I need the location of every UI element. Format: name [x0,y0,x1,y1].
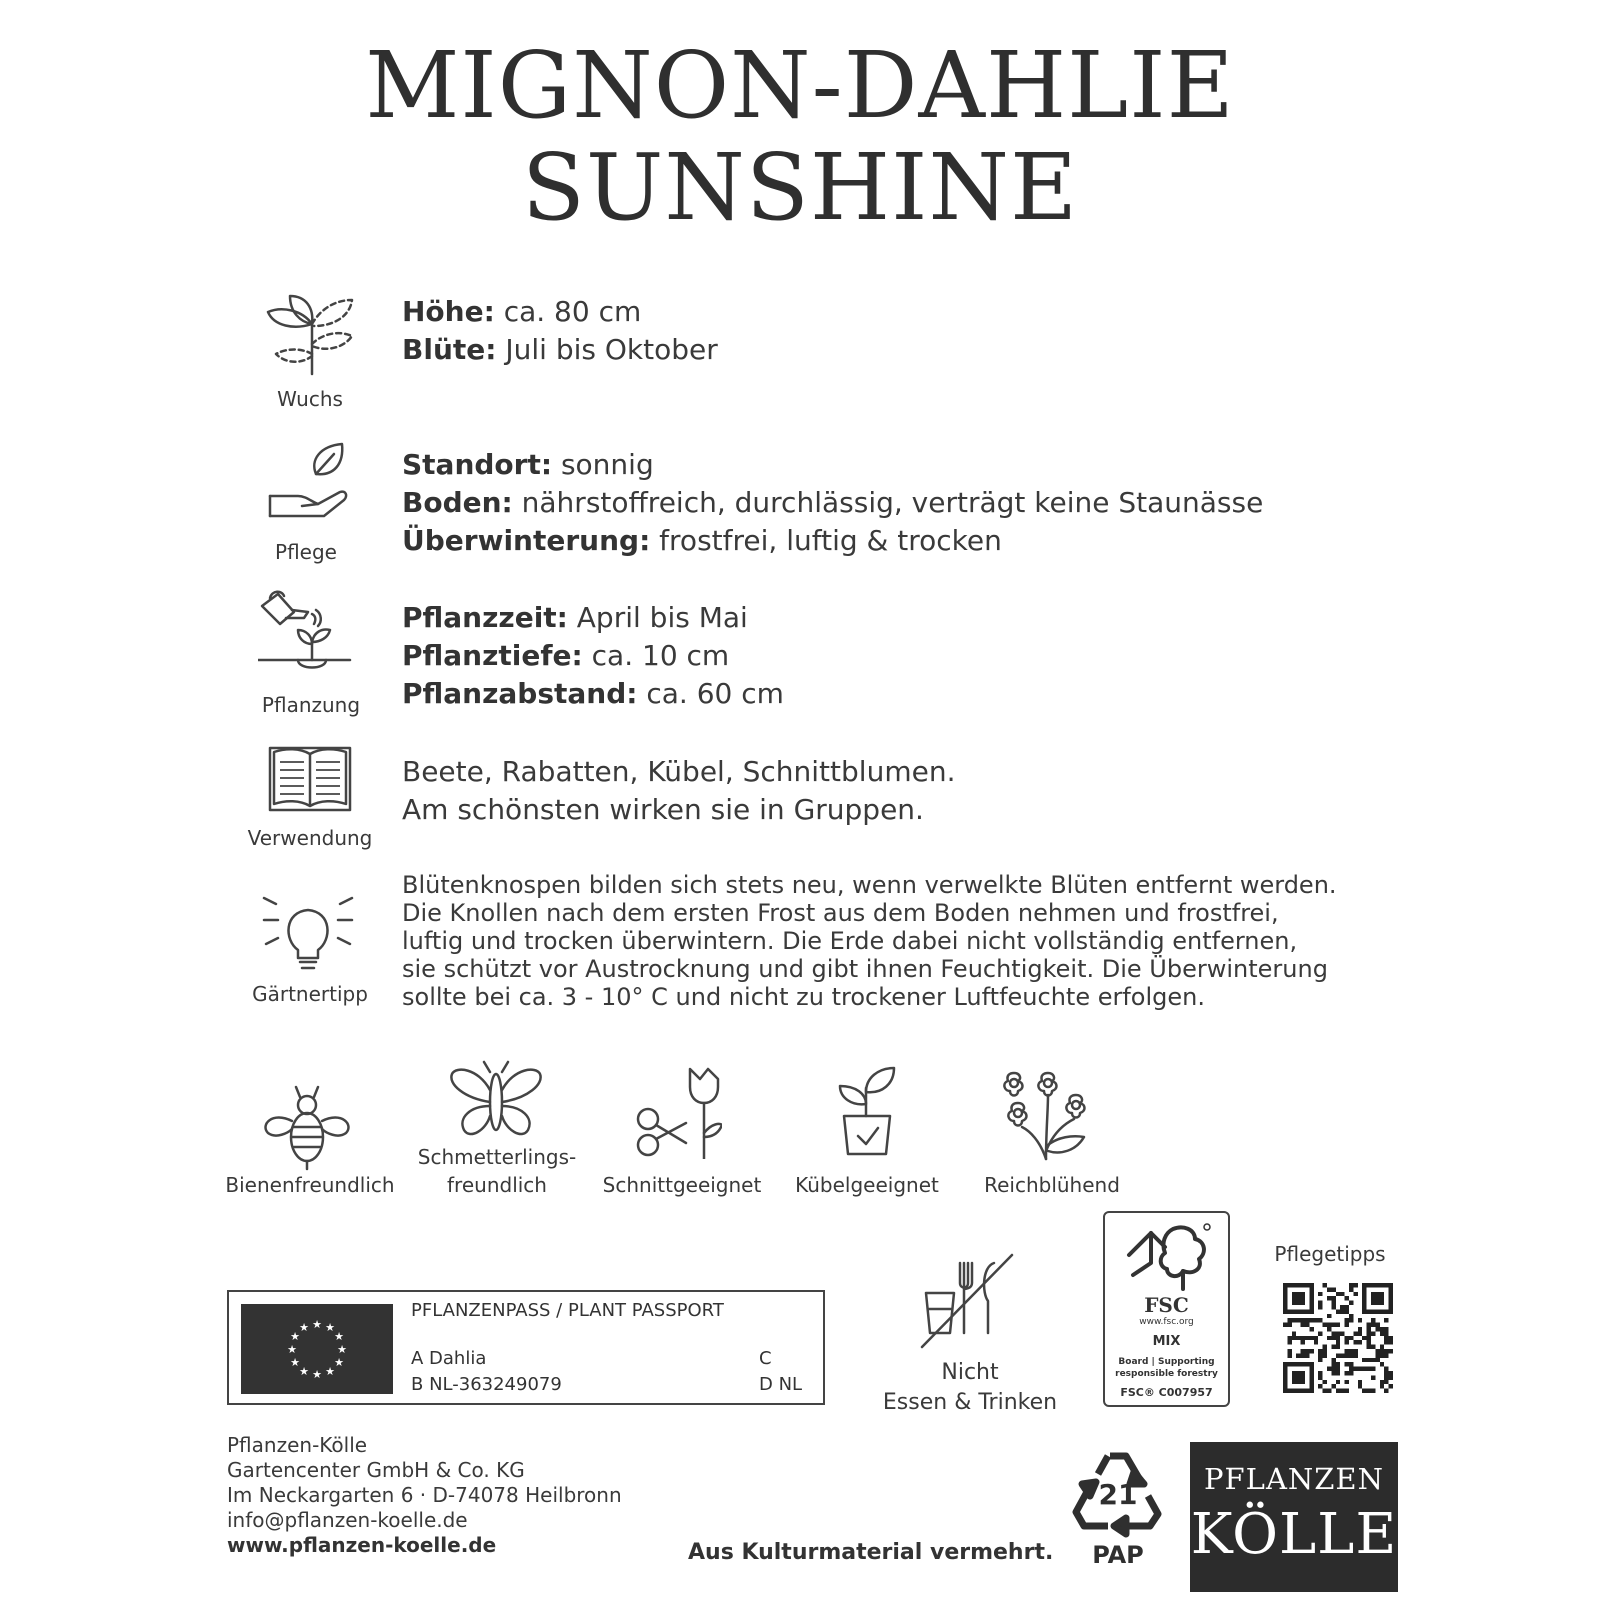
pflanzung-value-3: ca. 60 cm [637,677,784,710]
fsc-desc-2: responsible forestry [1115,1369,1218,1379]
pflanzung-value-2: ca. 10 cm [582,639,730,672]
svg-text:★: ★ [290,1330,300,1343]
light-bulb-icon [262,890,358,986]
pflege-value-3: frostfrei, luftig & trocken [650,524,1002,557]
recycling-number: 21 [1098,1478,1138,1511]
plant-growth-icon [262,282,358,378]
label-verwendung: Verwendung [247,826,373,850]
logo-line-1: PFLANZEN [1204,1462,1384,1496]
recycling-code: PAP [1092,1541,1144,1569]
svg-text:★: ★ [334,1330,344,1343]
watering-can-icon [258,588,354,684]
wuchs-value-2: Juli bis Oktober [496,333,718,366]
label-wuchs: Wuchs [277,387,343,411]
title-line-2: SUNSHINE [521,134,1079,241]
kulturmaterial-note: Aus Kulturmaterial vermehrt. [688,1540,1054,1565]
feature-label-kuebel: Kübelgeeignet [795,1173,939,1197]
title-line-1: MIGNON-DAHLIE [365,32,1235,139]
svg-text:★: ★ [337,1343,347,1356]
open-book-icon [268,742,352,814]
feature-label-schnitt: Schnittgeeignet [602,1173,762,1197]
fsc-url: www.fsc.org [1139,1317,1194,1327]
feature-label-schmetterling: Schmetterlings- freundlich [417,1145,577,1197]
fsc-mix: MIX [1152,1334,1181,1349]
svg-text:★: ★ [290,1356,300,1369]
svg-text:★: ★ [299,1365,309,1378]
pflege-key-1: Standort: [402,448,553,481]
fsc-description [1105,1356,1228,1380]
warning-line-2: Essen & Trinken [882,1390,1058,1415]
address-line-3: Im Neckargarten 6 · D-74078 Heilbronn [227,1483,622,1507]
tip-line-4: sie schützt vor Austrocknung und gibt ihnen Feuchtigkeit. Die Überwinterung [402,955,1328,983]
pflege-key-2: Boden: [402,486,513,519]
butterfly-icon [450,1060,542,1142]
svg-text:★: ★ [287,1343,297,1356]
pflanzen-koelle-logo [1190,1442,1398,1592]
tip-line-3: luftig und trocken überwintern. Die Erde dabei nicht vollständig entfernen, [402,927,1298,955]
tip-line-2: Die Knollen nach dem ersten Frost aus dem Boden nehmen und frostfrei, [402,899,1279,927]
tip-line-1: Blütenknospen bilden sich stets neu, wenn verwelkte Blüten entfernt werden. [402,871,1337,899]
tip-line-5: sollte bei ca. 3 - 10° C und nicht zu trockener Luftfeuchte erfolgen. [402,983,1205,1011]
verwendung-line-1: Beete, Rabatten, Kübel, Schnittblumen. [402,755,956,788]
passport-a: A Dahlia [411,1348,487,1369]
logo-line-2: KÖLLE [1190,1502,1398,1567]
pflege-key-3: Überwinterung: [402,524,651,557]
wuchs-info [402,293,718,369]
pflanzung-value-1: April bis Mai [567,601,748,634]
pot-plant-icon [836,1064,900,1156]
label-pflege: Pflege [275,540,337,564]
eu-flag-icon [241,1304,393,1394]
svg-text:★: ★ [312,1368,322,1381]
address-website[interactable]: www.pflanzen-koelle.de [227,1533,497,1557]
wuchs-key-1: Höhe: [402,295,495,328]
pflanzung-info [402,599,784,713]
hand-leaf-icon [262,440,358,536]
fsc-desc-1: Board | Supporting [1118,1357,1215,1367]
fsc-name: FSC [1144,1293,1189,1317]
warning-line-1: Nicht [941,1360,999,1385]
pflege-value-1: sonnig [552,448,654,481]
address-email[interactable]: info@pflanzen-koelle.de [227,1508,468,1532]
feature-label-reichbluehend: Reichblühend [984,1173,1120,1197]
passport-b: B NL-363249079 [411,1374,562,1395]
fsc-code: FSC® C007957 [1120,1386,1213,1399]
pflanzung-key-1: Pflanzzeit: [402,601,568,634]
verwendung-info [402,753,955,829]
svg-text:★: ★ [312,1318,322,1331]
recycling-icon [1070,1448,1166,1538]
passport-d: D NL [759,1374,803,1395]
qr-code[interactable] [1283,1283,1393,1393]
fsc-tree-icon [1123,1223,1211,1291]
qr-label: Pflegetipps [1274,1242,1386,1266]
flowers-icon [1000,1071,1090,1161]
bee-icon [262,1085,352,1171]
svg-text:★: ★ [334,1356,344,1369]
label-pflanzung: Pflanzung [261,693,361,717]
pflanzung-key-2: Pflanztiefe: [402,639,583,672]
plant-passport [227,1290,825,1405]
passport-c: C [759,1348,772,1369]
warning-text [870,1358,1070,1418]
address-line-2: Gartencenter GmbH & Co. KG [227,1458,525,1482]
company-address [227,1433,622,1558]
passport-header: PFLANZENPASS / PLANT PASSPORT [411,1300,724,1321]
feature-label-bienen: Bienenfreundlich [225,1173,395,1197]
no-eating-drinking-icon [920,1253,1016,1349]
label-gaertnertipp: Gärtnertipp [252,982,368,1006]
gaertnertipp-text [402,871,1337,1011]
fsc-label [1103,1211,1230,1407]
wuchs-key-2: Blüte: [402,333,497,366]
svg-text:★: ★ [325,1365,335,1378]
scissors-tulip-icon [636,1067,722,1159]
pflanzung-key-3: Pflanzabstand: [402,677,638,710]
wuchs-value-1: ca. 80 cm [494,295,642,328]
verwendung-line-2: Am schönsten wirken sie in Gruppen. [402,793,924,826]
pflege-info [402,446,1263,560]
address-line-1: Pflanzen-Kölle [227,1433,368,1457]
svg-text:★: ★ [325,1321,335,1334]
svg-text:★: ★ [299,1321,309,1334]
pflege-value-2: nährstoffreich, durchlässig, verträgt keine Staunässe [512,486,1264,519]
